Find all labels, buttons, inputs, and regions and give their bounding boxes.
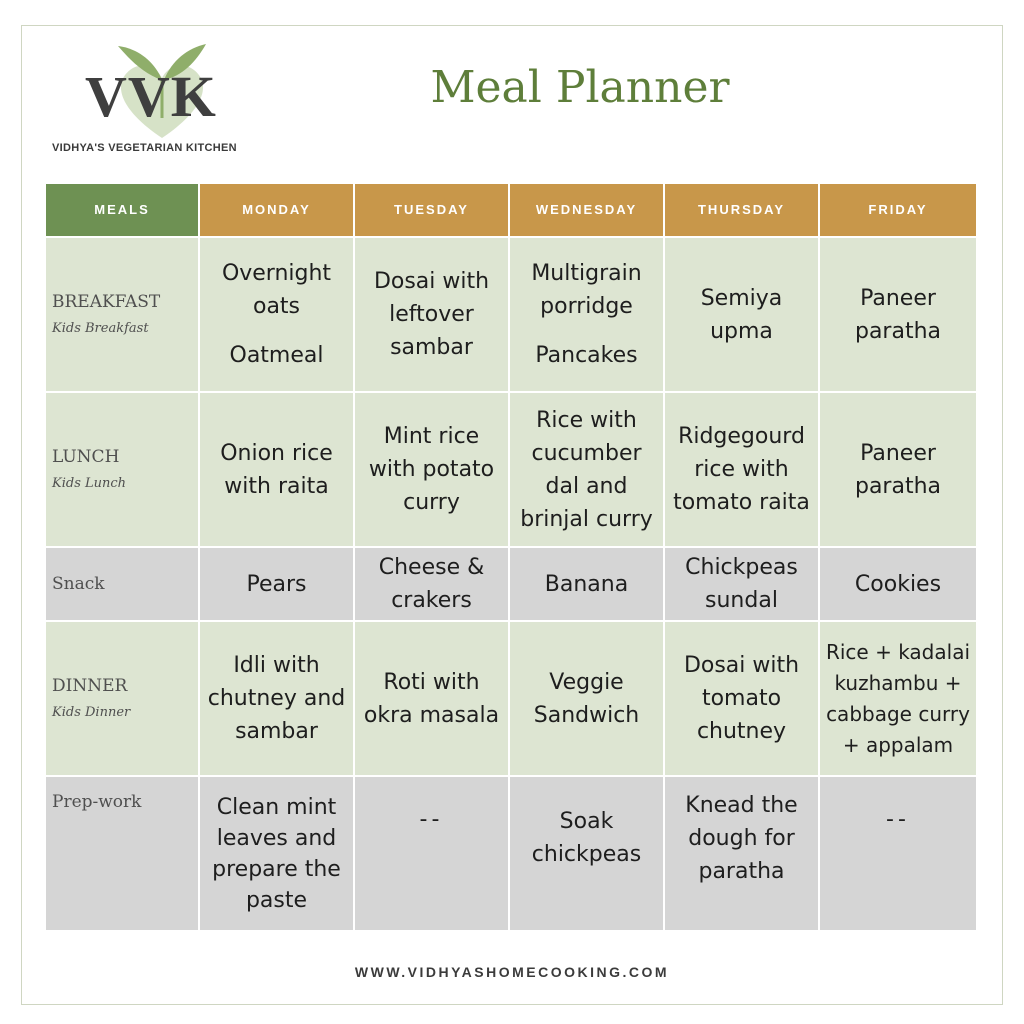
- header-meals: MEALS: [46, 184, 200, 238]
- meal-item: Veggie Sandwich: [533, 669, 640, 728]
- meal-item: Cheese & crakers: [378, 555, 485, 613]
- logo: [50, 40, 265, 162]
- cell-dinner-friday: [820, 622, 976, 777]
- cell-lunch-tuesday: [355, 393, 510, 548]
- meal-item: Chickpeas sundal: [685, 555, 798, 613]
- cell-breakfast-friday: [820, 238, 976, 393]
- cell-snack-monday: [200, 548, 355, 622]
- meal-item: --: [419, 807, 444, 832]
- kids-meal-item: Pancakes: [535, 343, 638, 368]
- meal-item: Onion rice with raita: [220, 440, 333, 499]
- cell-lunch-friday: [820, 393, 976, 548]
- meal-item: Paneer paratha: [854, 440, 942, 499]
- meal-item: Multigrain porridge: [531, 261, 642, 319]
- meal-sublabel: Kids Dinner: [52, 704, 131, 720]
- cell-prep-tuesday: [355, 777, 510, 932]
- cell-breakfast-thursday: [665, 238, 820, 393]
- meal-item: Rice + kadalai kuzhambu + cabbage curry + appalam: [825, 639, 971, 757]
- meal-item: Banana: [544, 571, 629, 597]
- row-label-lunch: [46, 393, 200, 548]
- cell-snack-thursday: [665, 548, 820, 622]
- header-tuesday: TUESDAY: [355, 184, 510, 238]
- cell-prep-thursday: [665, 777, 820, 932]
- logo-brand: VVK: [85, 64, 217, 129]
- cell-dinner-tuesday: [355, 622, 510, 777]
- meal-item: Pears: [246, 571, 307, 597]
- meal-sublabel: Kids Lunch: [52, 475, 127, 491]
- meal-item: --: [886, 807, 910, 832]
- meal-item: Rice with cucumber dal and brinjal curry: [520, 407, 653, 532]
- meal-sublabel: Kids Breakfast: [52, 320, 149, 336]
- cell-dinner-thursday: [665, 622, 820, 777]
- meal-item: Paneer paratha: [854, 285, 942, 344]
- cell-breakfast-tuesday: [355, 238, 510, 393]
- cell-dinner-monday: [200, 622, 355, 777]
- meal-label: DINNER: [52, 675, 128, 696]
- meal-label: Snack: [52, 574, 105, 594]
- row-label-snack: [46, 548, 200, 622]
- meal-item: Knead the dough for paratha: [685, 793, 798, 884]
- footer-website: WWW.VIDHYASHOMECOOKING.COM: [354, 964, 670, 980]
- cell-lunch-wednesday: [510, 393, 665, 548]
- cell-lunch-thursday: [665, 393, 820, 548]
- cell-dinner-wednesday: [510, 622, 665, 777]
- meal-item: Mint rice with potato curry: [368, 424, 495, 515]
- row-label-breakfast: [46, 238, 200, 393]
- meal-label: Prep-work: [52, 792, 142, 812]
- cell-prep-friday: [820, 777, 976, 932]
- cell-breakfast-monday: [200, 238, 355, 393]
- meal-planner-table: [46, 184, 976, 932]
- cell-snack-friday: [820, 548, 976, 622]
- row-label-dinner: [46, 622, 200, 777]
- meal-item: Idli with chutney and sambar: [207, 653, 346, 744]
- meal-item: Roti with okra masala: [363, 669, 500, 728]
- meal-item: Ridgegourd rice with tomato raita: [673, 424, 810, 515]
- kids-meal-item: Oatmeal: [229, 343, 324, 368]
- cell-prep-monday: [200, 777, 355, 932]
- cell-breakfast-wednesday: [510, 238, 665, 393]
- meal-item: Dosai with leftover sambar: [373, 269, 490, 360]
- meal-item: Cookies: [854, 571, 942, 597]
- meal-item: Soak chickpeas: [531, 809, 642, 867]
- meal-label: LUNCH: [52, 446, 120, 467]
- cell-snack-tuesday: [355, 548, 510, 622]
- row-label-prep-work: [46, 777, 200, 932]
- header-thursday: THURSDAY: [665, 184, 820, 238]
- header-wednesday: WEDNESDAY: [510, 184, 665, 238]
- cell-lunch-monday: [200, 393, 355, 548]
- header-friday: FRIDAY: [820, 184, 976, 238]
- meal-item: Clean mint leaves and prepare the paste: [212, 794, 341, 913]
- meal-item: Overnight oats: [221, 261, 332, 319]
- header-monday: MONDAY: [200, 184, 355, 238]
- page-title: Meal Planner: [430, 62, 730, 113]
- logo-subtitle: VIDHYA'S VEGETARIAN KITCHEN: [52, 142, 237, 154]
- meal-item: Semiya upma: [700, 285, 783, 344]
- meal-label: BREAKFAST: [52, 291, 161, 312]
- cell-prep-wednesday: [510, 777, 665, 932]
- meal-item: Dosai with tomato chutney: [683, 653, 800, 744]
- cell-snack-wednesday: [510, 548, 665, 622]
